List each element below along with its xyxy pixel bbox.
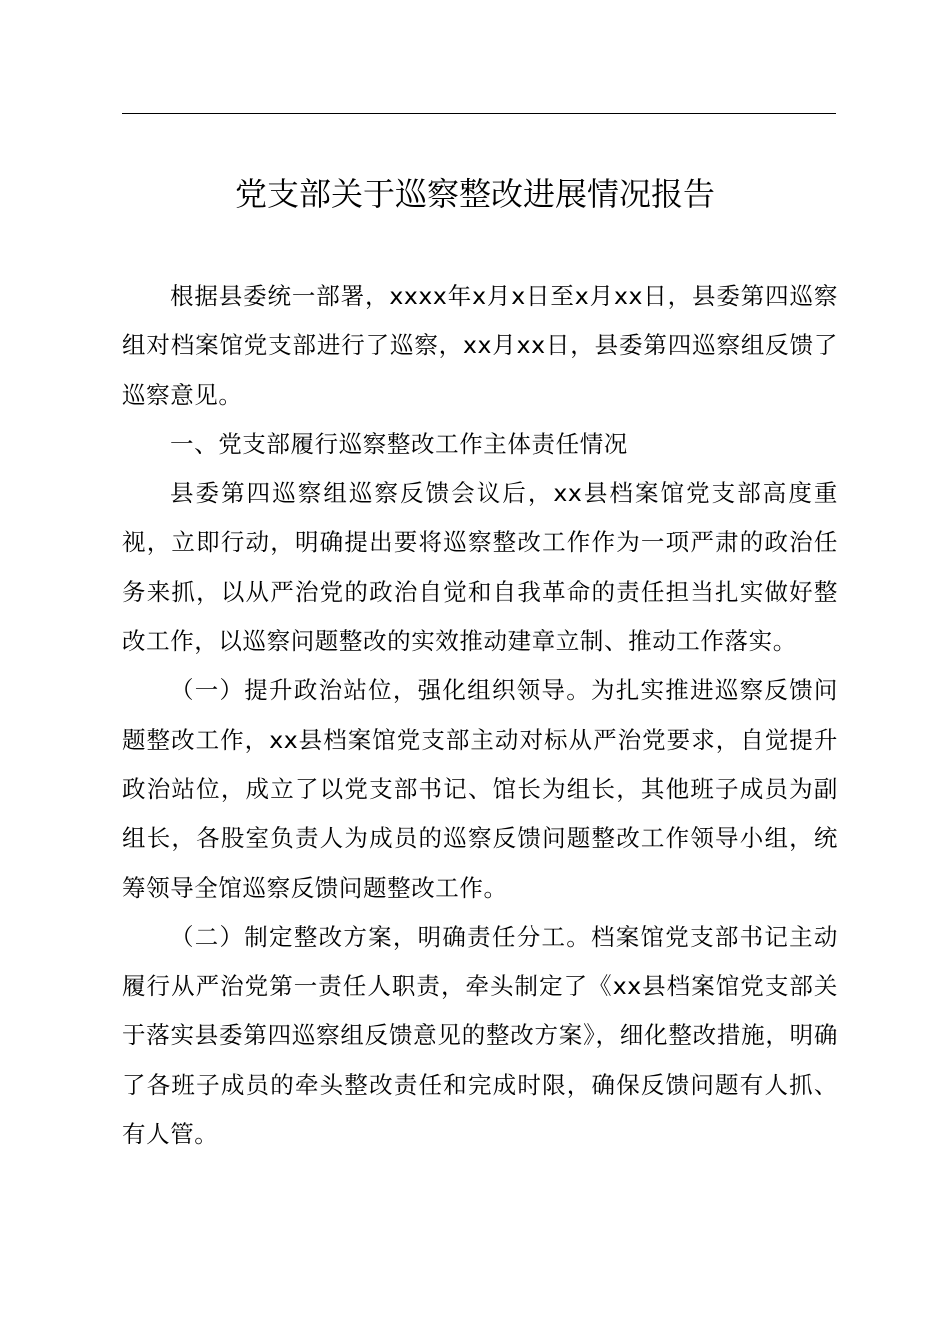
document-body <box>122 272 838 1159</box>
section-heading-1: 一、党支部履行巡察整改工作主体责任情况 <box>170 429 628 458</box>
header-rule <box>122 113 836 114</box>
paragraph-section-1: 县委第四巡察组巡察反馈会议后，xx县档案馆党支部高度重视，立即行动，明确提出要将巡察整改工作作为一项严肃的政治任务来抓，以从严治党的政治自觉和自我革命的责任担当扎实做好整改工作，以巡察问题整改的实效推动建章立制、推动工作落实。 <box>122 479 838 656</box>
paragraph-subsection-1: （一）提升政治站位，强化组织领导。为扎实推进巡察反馈问题整改工作，xx县档案馆党支部主动对标从严治党要求，自觉提升政治站位，成立了以党支部书记、馆长为组长，其他班子成员为副组长，各股室负责人为成员的巡察反馈问题整改工作领导小组，统筹领导全馆巡察反馈问题整改工作。 <box>122 676 838 902</box>
paragraph-intro: 根据县委统一部署，xxxx年x月x日至x月xx日，县委第四巡察组对档案馆党支部进行了巡察，xx月xx日，县委第四巡察组反馈了巡察意见。 <box>122 282 838 409</box>
document-title: 党支部关于巡察整改进展情况报告 <box>234 175 715 213</box>
paragraph-subsection-2: （二）制定整改方案，明确责任分工。档案馆党支部书记主动履行从严治党第一责任人职责，牵头制定了《xx县档案馆党支部关于落实县委第四巡察组反馈意见的整改方案》，细化整改措施，明确了各班子成员的牵头整改责任和完成时限，确保反馈问题有人抓、有人管。 <box>122 922 838 1149</box>
